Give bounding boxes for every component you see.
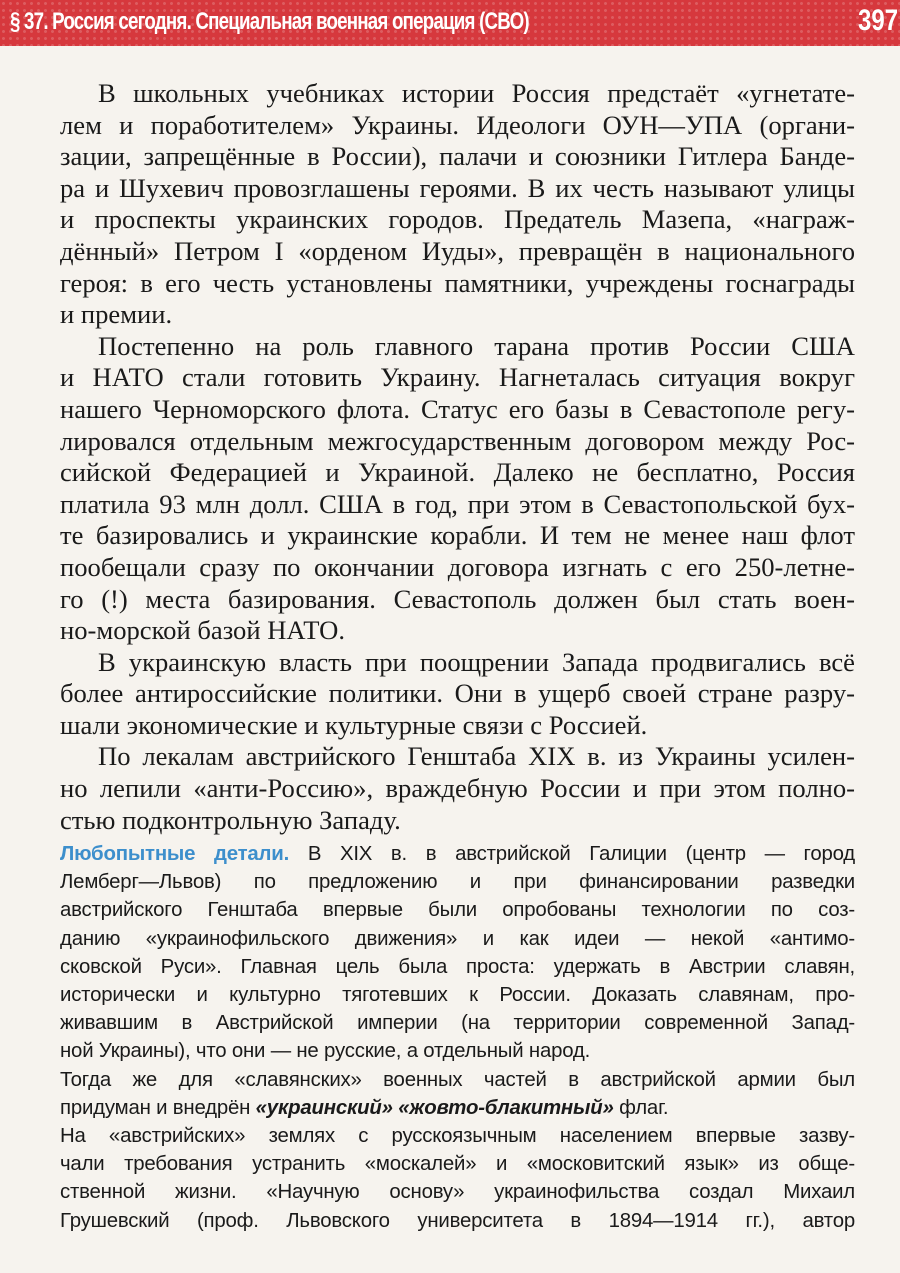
text-line: те базировались и украинские корабли. И тем не менее наш флот [60,520,855,551]
text-line: По лекалам австрийского Генштаба XIX в. из Украины усилен- [98,741,855,772]
text-line: сковской Руси». Главная цель была проста: удержать в Австрии славян, [60,955,855,978]
text-line: но лепили «анти-Россию», враждебную России и при этом полно- [60,773,855,804]
text-line: В украинскую власть при поощрении Запада продвигались всё [98,646,855,677]
text-line: но-морской базой НАТО. [60,615,346,646]
sidebar-paragraph-3 [60,1122,855,1235]
chapter-title: § 37. Россия сегодня. Специальная военная операция (СВО) [10,8,529,35]
curious-details-box [60,840,855,1235]
paragraph-1 [60,78,855,331]
text-line: шали экономические и культурные связи с Россией. [60,709,648,740]
main-text [60,78,855,836]
text-line: данию «украинофильского движения» и как идеи — некой «антимо- [60,927,855,950]
text-line: дённый» Петром I «орденом Иуды», превращён в национального [60,235,855,266]
text-line: исторически и культурно тяготевших к России. Доказать славянам, про- [60,984,855,1007]
text-line: ра и Шухевич провозглашены героями. В их честь называют улицы [60,172,855,203]
text-line: сийской Федерацией и Украиной. Далеко не бесплатно, Россия [60,457,855,488]
text-line: В школьных учебниках истории Россия предстаёт «угнетате- [98,78,855,108]
text-line: платила 93 млн долл. США в год, при этом в Севастопольской бух- [60,488,855,519]
text-line: стью подконтрольную Западу. [60,804,401,835]
sidebar-lead-label: Любопытные детали. [60,843,290,865]
text-line: чали требования устранить «москалей» и «московитский язык» из обще- [60,1153,855,1176]
text-line: живавшим в Австрийской империи (на территории современной Запад- [60,1012,855,1035]
paragraph-2 [60,331,855,647]
sidebar-paragraph-2 [60,1066,855,1122]
text-line: Постепенно на роль главного тарана против России США [98,330,855,361]
sidebar-paragraph-1 [60,840,855,1066]
text-line: и проспекты украинских городов. Предатель Мазепа, «награж- [60,204,855,235]
text-line: На «австрийских» землях с русскоязычным населением впервые зазву- [60,1125,855,1148]
chapter-header [0,0,900,46]
text-line: Грушевский (проф. Львовского университета в 1894—1914 гг.), автор [60,1209,855,1232]
text-line: зации, запрещённые в России), палачи и союзники Гитлера Банде- [60,141,855,172]
text-line: Тогда же для «славянских» военных частей в австрийской армии был [60,1068,855,1091]
text-line: ной Украины), что они — не русские, а отдельный народ. [60,1040,591,1063]
text-line: нашего Черноморского флота. Статус его базы в Севастополе регу- [60,393,855,424]
text-line [60,1094,855,1122]
sidebar-line-rest: В XIX в. в австрийской Галиции (центр — город [289,843,855,865]
flag-line-after: флаг. [613,1096,669,1119]
text-line: героя: в его честь установлены памятники, учреждены госнаграды [60,267,855,298]
text-line: Лемберг—Львов) по предложению и при финансировании разведки [60,871,855,894]
text-line [60,840,855,868]
paragraph-4 [60,741,855,836]
flag-line-before: придуман и внедрён [60,1096,256,1119]
text-line: лировался отдельным межгосударственным договором между Рос- [60,425,855,456]
page-number: 397 [857,4,898,37]
text-line: лем и поработителем» Украины. Идеологи ОУН—УПА (органи- [60,109,855,140]
text-line: го (!) места базирования. Севастополь должен был стать воен- [60,583,855,614]
text-line: пообещали сразу по окончании договора изгнать с его 250-летне- [60,551,855,582]
text-line: ственной жизни. «Научную основу» украинофильства создал Михаил [60,1181,855,1204]
flag-line-emphasis: «украинский» «жовто-блакитный» [255,1096,614,1119]
text-line: австрийского Генштаба впервые были опробованы технологии по соз- [60,899,855,922]
text-line: и премии. [60,299,173,330]
text-line: и НАТО стали готовить Украину. Нагнеталась ситуация вокруг [60,362,855,393]
text-line: более антироссийские политики. Они в ущерб своей стране разру- [60,678,855,709]
paragraph-3 [60,647,855,742]
